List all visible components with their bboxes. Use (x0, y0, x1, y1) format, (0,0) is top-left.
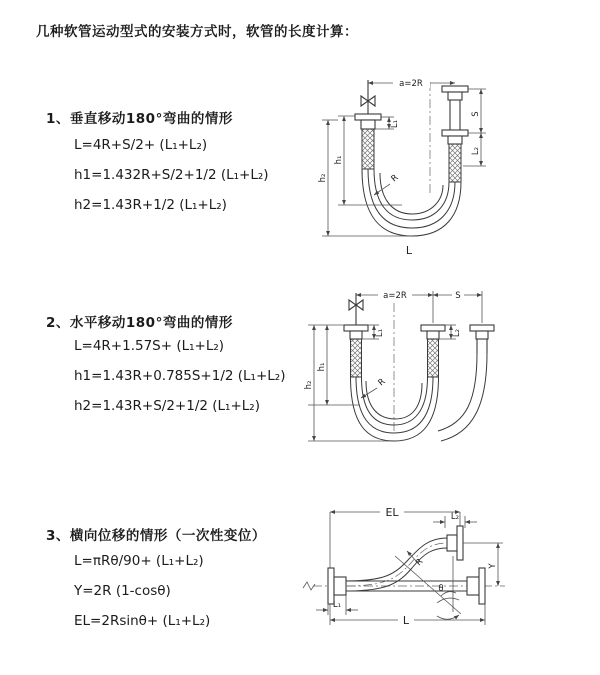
hose-centerline (346, 543, 447, 586)
flange (479, 568, 485, 604)
formula-line: h1=1.432R+S/2+1/2 (L₁+L₂) (74, 167, 269, 183)
page-title: 几种软管运动型式的安装方式时，软管的长度计算： (36, 24, 358, 40)
hose-arc (362, 377, 428, 425)
dim-label-l2: L₂ (452, 328, 462, 338)
radius-label: R (389, 172, 401, 185)
centerline-break-mark (303, 582, 315, 590)
flange-hub (476, 331, 488, 339)
hose-arc (368, 169, 455, 228)
hose-arc (380, 173, 443, 214)
dim-label-el: EL (385, 506, 399, 519)
dim-label-a2r: a=2R (399, 79, 423, 89)
flange (442, 130, 468, 136)
braided-hose-section (428, 339, 439, 377)
flange-hub (334, 577, 346, 595)
formula-line: EL=2Rsinθ+ (L₁+L₂) (74, 613, 211, 629)
hose-s-curve (346, 538, 447, 581)
dim-label-l1: L₁ (332, 600, 342, 610)
flange-hub (361, 120, 375, 129)
dim-label-l2: L₂ (450, 512, 460, 522)
hose-arc (362, 169, 461, 236)
flange (442, 86, 468, 92)
section-3-heading: 3、横向位移的情形（一次性变位） (46, 528, 266, 544)
braided-hose-section (449, 144, 461, 182)
flange-hub (427, 331, 439, 339)
radius-leader (361, 388, 377, 398)
swing-arrow (437, 615, 459, 619)
flange-hub (448, 136, 462, 144)
hose-s-curve (346, 548, 447, 591)
flange-hub (350, 331, 362, 339)
diagram-vertical-180-bend (300, 68, 570, 263)
diagram-lateral-displacement (295, 498, 585, 653)
hose-arc (351, 377, 439, 441)
flange (470, 325, 494, 331)
hose-arc (374, 169, 449, 220)
radius-construction-line (395, 556, 461, 614)
dim-label-l: L (402, 614, 410, 627)
hose-arc-moved (441, 353, 487, 441)
flange (355, 114, 381, 120)
formula-line: L=πRθ/90+ (L₁+L₂) (74, 553, 204, 569)
flange (457, 526, 463, 560)
hose-arc-moved (438, 353, 477, 431)
dim-label-s: S (455, 291, 461, 301)
flange (328, 568, 334, 604)
dim-label-h2: h₂ (318, 173, 328, 183)
flange (421, 325, 445, 331)
radius-label: R (376, 376, 388, 389)
dim-label-l1: L₁ (390, 119, 400, 129)
length-label: L (405, 244, 413, 257)
flange (344, 325, 368, 331)
braided-hose-section (351, 339, 362, 377)
section-2-formulas (74, 331, 285, 421)
diagram-horizontal-180-bend (300, 283, 570, 463)
section-1-formulas (74, 130, 269, 220)
section-2-heading: 2、水平移动180°弯曲的情形 (46, 315, 233, 331)
dim-label-h1: h₁ (317, 362, 327, 372)
formula-line: L=4R+1.57S+ (L₁+L₂) (74, 338, 225, 354)
dim-label-a2r: a=2R (383, 291, 407, 301)
dim-label-s: S (471, 111, 481, 117)
angle-label: θ (438, 584, 444, 594)
section-1-heading: 1、垂直移动180°弯曲的情形 (46, 111, 233, 127)
formula-line: L=4R+S/2+ (L₁+L₂) (74, 137, 208, 153)
section-3-formulas (74, 546, 210, 636)
dim-label-l2: L₂ (471, 146, 481, 156)
radius-label: R (414, 556, 426, 569)
dim-label-y: Y (488, 563, 498, 569)
dim-label-h1: h₁ (334, 155, 344, 165)
formula-line: h2=1.43R+S/2+1/2 (L₁+L₂) (74, 398, 260, 414)
formula-line: h1=1.43R+0.785S+1/2 (L₁+L₂) (74, 368, 286, 384)
flange-hub (448, 92, 462, 100)
formula-line: Y=2R (1-cosθ) (74, 583, 171, 599)
braided-hose-section (362, 129, 374, 169)
dim-label-h2: h₂ (304, 380, 314, 390)
formula-line: h2=1.43R+1/2 (L₁+L₂) (74, 197, 227, 213)
flange-hub (447, 535, 457, 551)
flange-hub (467, 577, 479, 595)
dim-label-l1: L₁ (375, 328, 385, 338)
